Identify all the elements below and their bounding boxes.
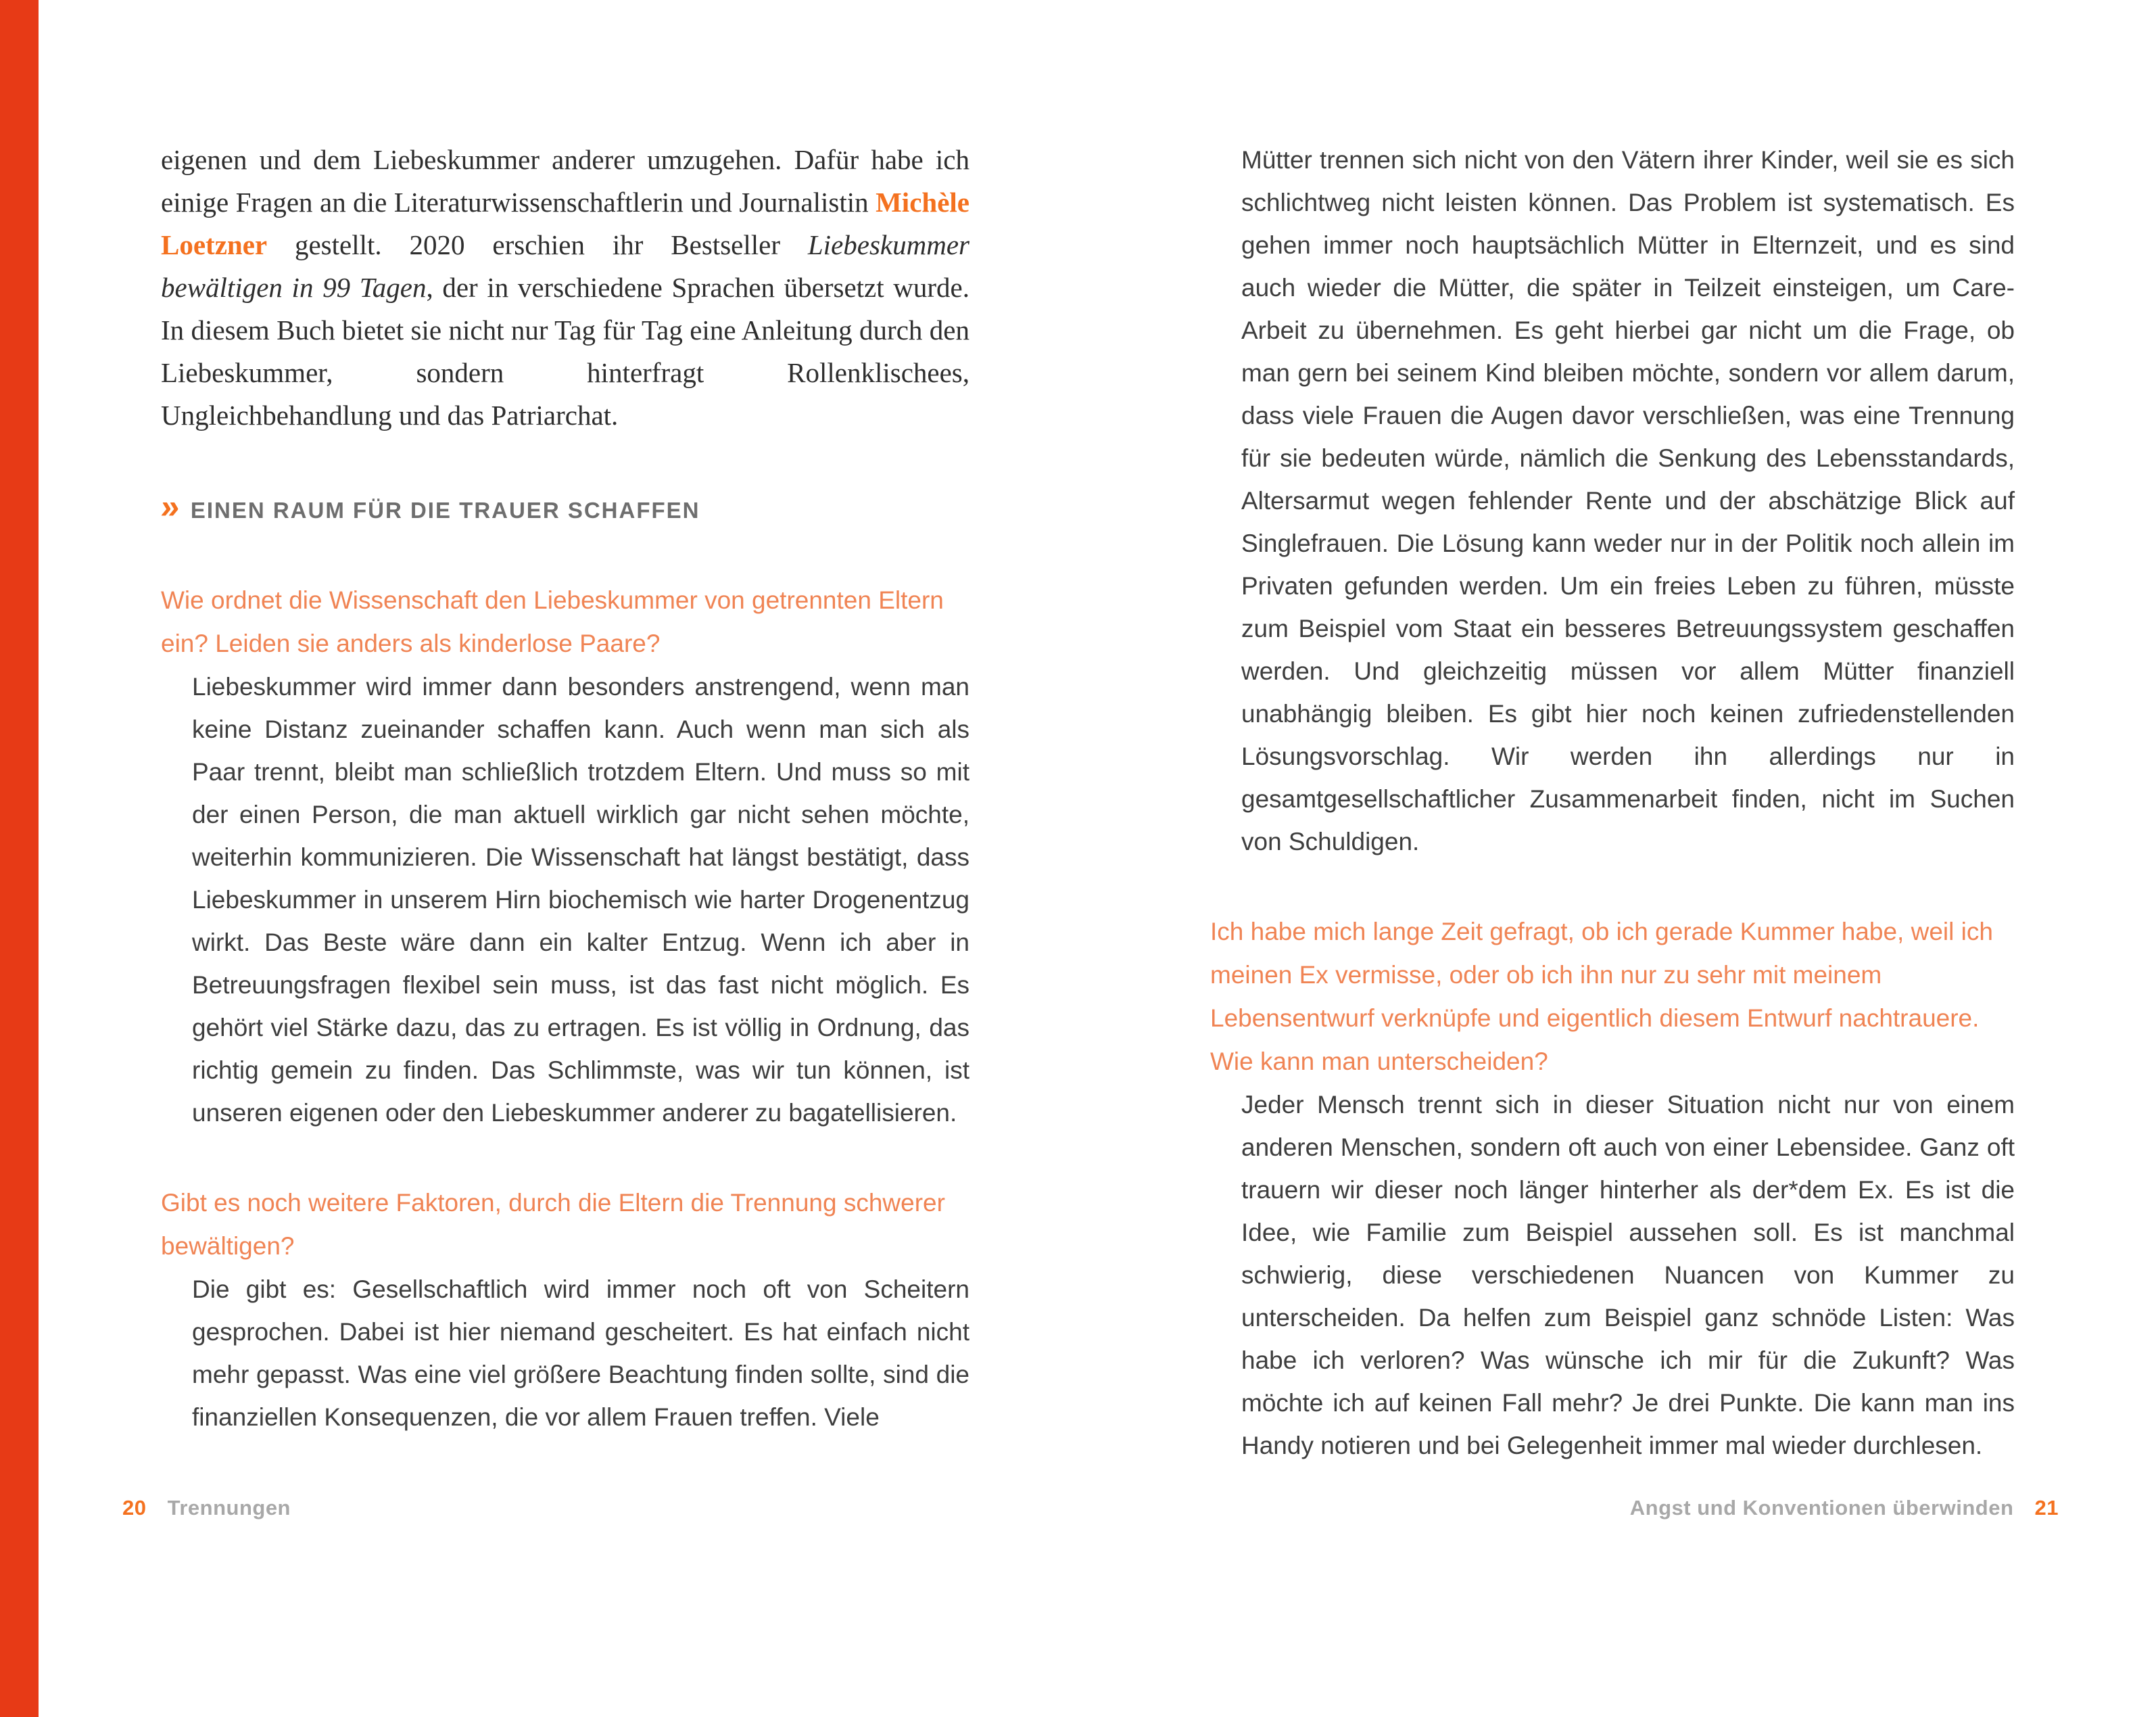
- qa-block: [1210, 910, 2015, 1467]
- right-chapter-title: Angst und Konventionen überwinden: [1629, 1496, 2014, 1520]
- qa-block: [161, 579, 969, 1134]
- interview-question: Ich habe mich lange Zeit gefragt, ob ich gerade Kummer habe, weil ich meinen Ex vermisse, oder ob ich ihn nur zu sehr mit meinem Lebensentwurf verknüpfe und eigentlich diesem Entwurf nachtrauere. Wie kann man unterscheiden?: [1210, 918, 1993, 1075]
- book-title: Liebeskummer bewältigen in 99 Tagen: [161, 229, 969, 303]
- left-page-footer: [122, 1496, 291, 1520]
- right-page-number: 21: [2034, 1496, 2059, 1520]
- left-chapter-title: Trennungen: [167, 1496, 291, 1520]
- left-page-number: 20: [122, 1496, 147, 1520]
- author-name: Michèle Loetzner: [161, 187, 969, 260]
- spine-accent-bar: [0, 0, 39, 1717]
- interview-question: Gibt es noch weitere Faktoren, durch die Eltern die Trennung schwerer bewältigen?: [161, 1189, 945, 1260]
- section-heading: [161, 486, 969, 532]
- intro-text-after-title: , der in verschiedene Sprachen übersetzt wurde. In diesem Buch bietet sie nicht nur Tag für Tag eine Anleitung durch den Liebeskummer, sondern hinterfragt Rollenklischees, Ungleichbehandlung und das Patriarchat.: [161, 272, 969, 431]
- interview-answer: Jeder Mensch trennt sich in dieser Situation nicht nur von einem anderen Menschen, sondern oft auch von einer Lebensidee. Ganz oft trauern wir dieser noch länger hinterher als der*dem Ex. Es ist die Idee, wie Familie zum Beispiel aussehen soll. Es ist manchmal schwierig, diese verschiedenen Nuancen von Kummer zu unterscheiden. Da helfen zum Beispiel ganz schnöde Listen: Was habe ich verloren? Was wünsche ich mir für die Zukunft? Was möchte ich auf keinen Fall mehr? Je drei Punkte. Die kann man ins Handy notieren und bei Gelegenheit immer mal wieder durchlesen.: [1241, 1091, 2015, 1459]
- answer-continuation: Mütter trennen sich nicht von den Vätern ihrer Kinder, weil sie es sich schlichtweg nicht leisten können. Das Problem ist systematisch. Es gehen immer noch hauptsächlich Mütter in Elternzeit, und es sind auch wieder die Mütter, die später in Teilzeit einsteigen, um Care-Arbeit zu übernehmen. Es geht hierbei gar nicht um die Frage, ob man gern bei seinem Kind bleiben möchte, sondern vor allem darum, dass viele Frauen die Augen davor verschließen, was eine Trennung für sie bedeuten würde, nämlich die Senkung des Lebensstandards, Altersarmut wegen fehlender Rente und der abschätzige Blick auf Singlefrauen. Die Lösung kann weder nur in der Politik noch allein im Privaten gefunden werden. Um ein freies Leben zu führen, müsste zum Beispiel vom Staat ein besseres Betreuungssystem geschaffen werden. Und gleichzeitig müssen vor allem Mütter finanziell unabhängig bleiben. Es gibt hier noch keinen zufriedenstellenden Lösungsvorschlag. Wir werden ihn allerdings nur in gesamtgesellschaftlicher Zusammenarbeit finden, nicht im Suchen von Schuldigen.: [1241, 146, 2015, 855]
- double-chevron-icon: »: [159, 488, 182, 525]
- left-page: [161, 139, 969, 1438]
- section-heading-text: EINEN RAUM FÜR DIE TRAUER SCHAFFEN: [190, 498, 700, 523]
- qa-block: [161, 1181, 969, 1438]
- right-page: [1210, 139, 2015, 1467]
- interview-answer: Liebeskummer wird immer dann besonders anstrengend, wenn man keine Distanz zueinander schaffen kann. Auch wenn man sich als Paar trennt, bleibt man schließlich trotzdem Eltern. Und muss so mit der einen Person, die man aktuell wirklich gar nicht sehen möchte, weiterhin kommunizieren. Die Wissenschaft hat längst bestätigt, dass Liebeskummer in unserem Hirn biochemisch wie harter Drogenentzug wirkt. Das Beste wäre dann ein kalter Entzug. Wenn ich aber in Betreuungsfragen flexibel sein muss, ist das fast nicht möglich. Es gehört viel Stärke dazu, das zu ertragen. Es ist völlig in Ordnung, das richtig gemein zu finden. Das Schlimmste, was wir tun können, ist unseren eigenen oder den Liebeskummer anderer zu bagatellisieren.: [192, 673, 969, 1127]
- intro-text-before-name: eigenen und dem Liebeskummer anderer umzugehen. Dafür habe ich einige Fragen an die Literaturwissenschaftlerin und Journalistin: [161, 144, 969, 218]
- right-page-footer: [1630, 1496, 2059, 1520]
- intro-text-between: gestellt. 2020 erschien ihr Bestseller: [267, 229, 808, 260]
- interview-answer: Die gibt es: Gesellschaftlich wird immer noch oft von Scheitern gesprochen. Dabei ist hier niemand gescheitert. Es hat einfach nicht mehr gepasst. Was eine viel größere Beachtung finden sollte, sind die finanziellen Konsequenzen, die vor allem Frauen treffen. Viele: [192, 1275, 969, 1431]
- intro-paragraph: [161, 139, 969, 437]
- interview-question: Wie ordnet die Wissenschaft den Liebeskummer von getrennten Eltern ein? Leiden sie anders als kinderlose Paare?: [161, 586, 944, 657]
